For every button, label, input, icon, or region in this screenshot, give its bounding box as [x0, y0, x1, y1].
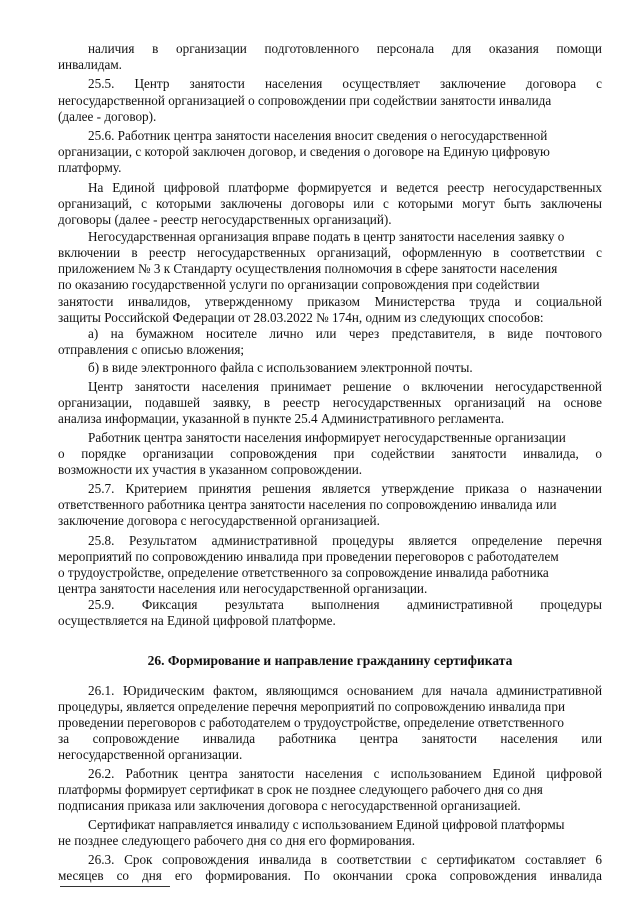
text-line: подписания приказа или заключения договора с негосударственной организацией.: [58, 798, 521, 813]
text-line: анализа информации, указанной в пункте 25.4 Административного регламента.: [58, 411, 505, 426]
text-line: о трудоустройстве, определение ответственного за сопровождение инвалида работника: [58, 565, 549, 580]
text-line: 26.2. Работник центра занятости населения с использованием Единой цифровой: [88, 766, 602, 781]
footnote-divider: [60, 886, 170, 887]
text-line: Центр занятости населения принимает решение о включении негосударственной: [88, 379, 602, 394]
text-line: организаций, с которыми заключены договоры или с которыми могут быть заключены: [58, 196, 602, 211]
text-line: 26.3. Срок сопровождения инвалида в соответствии с сертификатом составляет 6: [88, 852, 602, 867]
text-line: проведении переговоров с работодателем о трудоустройстве, определение ответственного: [58, 715, 564, 730]
text-line: Работник центра занятости населения информирует негосударственные организации: [88, 430, 566, 445]
text-line: за сопровождение инвалида работника центра занятости населения или: [58, 731, 602, 746]
text-line: осуществляется на Единой цифровой платформе.: [58, 613, 336, 628]
text-line: б) в виде электронного файла с использованием электронной почты.: [88, 360, 473, 375]
text-line: Сертификат направляется инвалиду с использованием Единой цифровой платформы: [88, 817, 565, 832]
text-line: отправления с описью вложения;: [58, 342, 245, 357]
text-line: негосударственной организацией о сопровождении при содействии занятости инвалида: [58, 93, 552, 108]
text-line: центра занятости населения или негосударственной организации.: [58, 581, 428, 596]
text-line: приложением № 3 к Стандарту осуществления полномочия в сфере занятости населения: [58, 261, 558, 276]
text-line: организации, с которой заключен договор, и сведения о договоре на Единую цифровую: [58, 144, 550, 159]
text-line: наличия в организации подготовленного персонала для оказания помощи: [88, 41, 602, 56]
text-line: платформы формирует сертификат в срок не позднее следующего рабочего дня со дня: [58, 782, 543, 797]
section-heading: 26. Формирование и направление гражданину сертификата: [147, 653, 513, 668]
text-line: негосударственной организации.: [58, 747, 243, 762]
text-line: 25.5. Центр занятости населения осуществляет заключение договора с: [88, 76, 602, 91]
text-line: (далее - договор).: [58, 109, 157, 124]
text-line: включении в реестр негосударственных организаций, оформленную в соответствии с: [58, 245, 602, 260]
text-line: а) на бумажном носителе лично или через представителя, в виде почтового: [88, 326, 602, 341]
text-line: Негосударственная организация вправе подать в центр занятости населения заявку о: [88, 229, 565, 244]
text-line: ответственного работника центра занятости населения по сопровождению инвалида или: [58, 497, 557, 512]
text-line: о порядке организации сопровождения при содействии занятости инвалида, о: [58, 446, 602, 461]
text-line: 25.7. Критерием принятия решения является утверждение приказа о назначении: [88, 481, 602, 496]
text-line: 25.6. Работник центра занятости населения вносит сведения о негосударственной: [88, 128, 548, 143]
text-line: процедуры, является определение перечня мероприятий по сопровождению инвалида при: [58, 699, 566, 714]
text-line: защиты Российской Федерации от 28.03.2022 № 174н, одним из следующих способов:: [58, 310, 544, 325]
text-line: заключение договора с негосударственной организацией.: [58, 513, 380, 528]
text-line: занятости инвалидов, утвержденному приказом Министерства труда и социальной: [58, 294, 602, 309]
text-line: возможности их участия в указанном сопровождении.: [58, 462, 363, 477]
text-line: организации, подавшей заявку, в реестр негосударственных организаций на основе: [58, 395, 602, 410]
text-line: договоры (далее - реестр негосударственных организаций).: [58, 212, 392, 227]
text-line: по оказанию государственной услуги по организации сопровождения при содействии: [58, 277, 540, 292]
text-line: платформу.: [58, 160, 122, 175]
text-line: мероприятий по сопровождению инвалида при проведении переговоров с работодателем: [58, 549, 559, 564]
text-line: 26.1. Юридическим фактом, являющимся основанием для начала административной: [88, 683, 602, 698]
text-line: 25.9. Фиксация результата выполнения административной процедуры: [88, 597, 602, 612]
text-line: месяцев со дня его формирования. По окончании срока сопровождения инвалида: [58, 868, 602, 883]
text-line: 25.8. Результатом административной процедуры является определение перечня: [88, 533, 602, 548]
text-line: На Единой цифровой платформе формируется и ведется реестр негосударственных: [88, 180, 602, 195]
text-line: инвалидам.: [58, 57, 122, 72]
text-line: не позднее следующего рабочего дня со дня его формирования.: [58, 833, 416, 848]
